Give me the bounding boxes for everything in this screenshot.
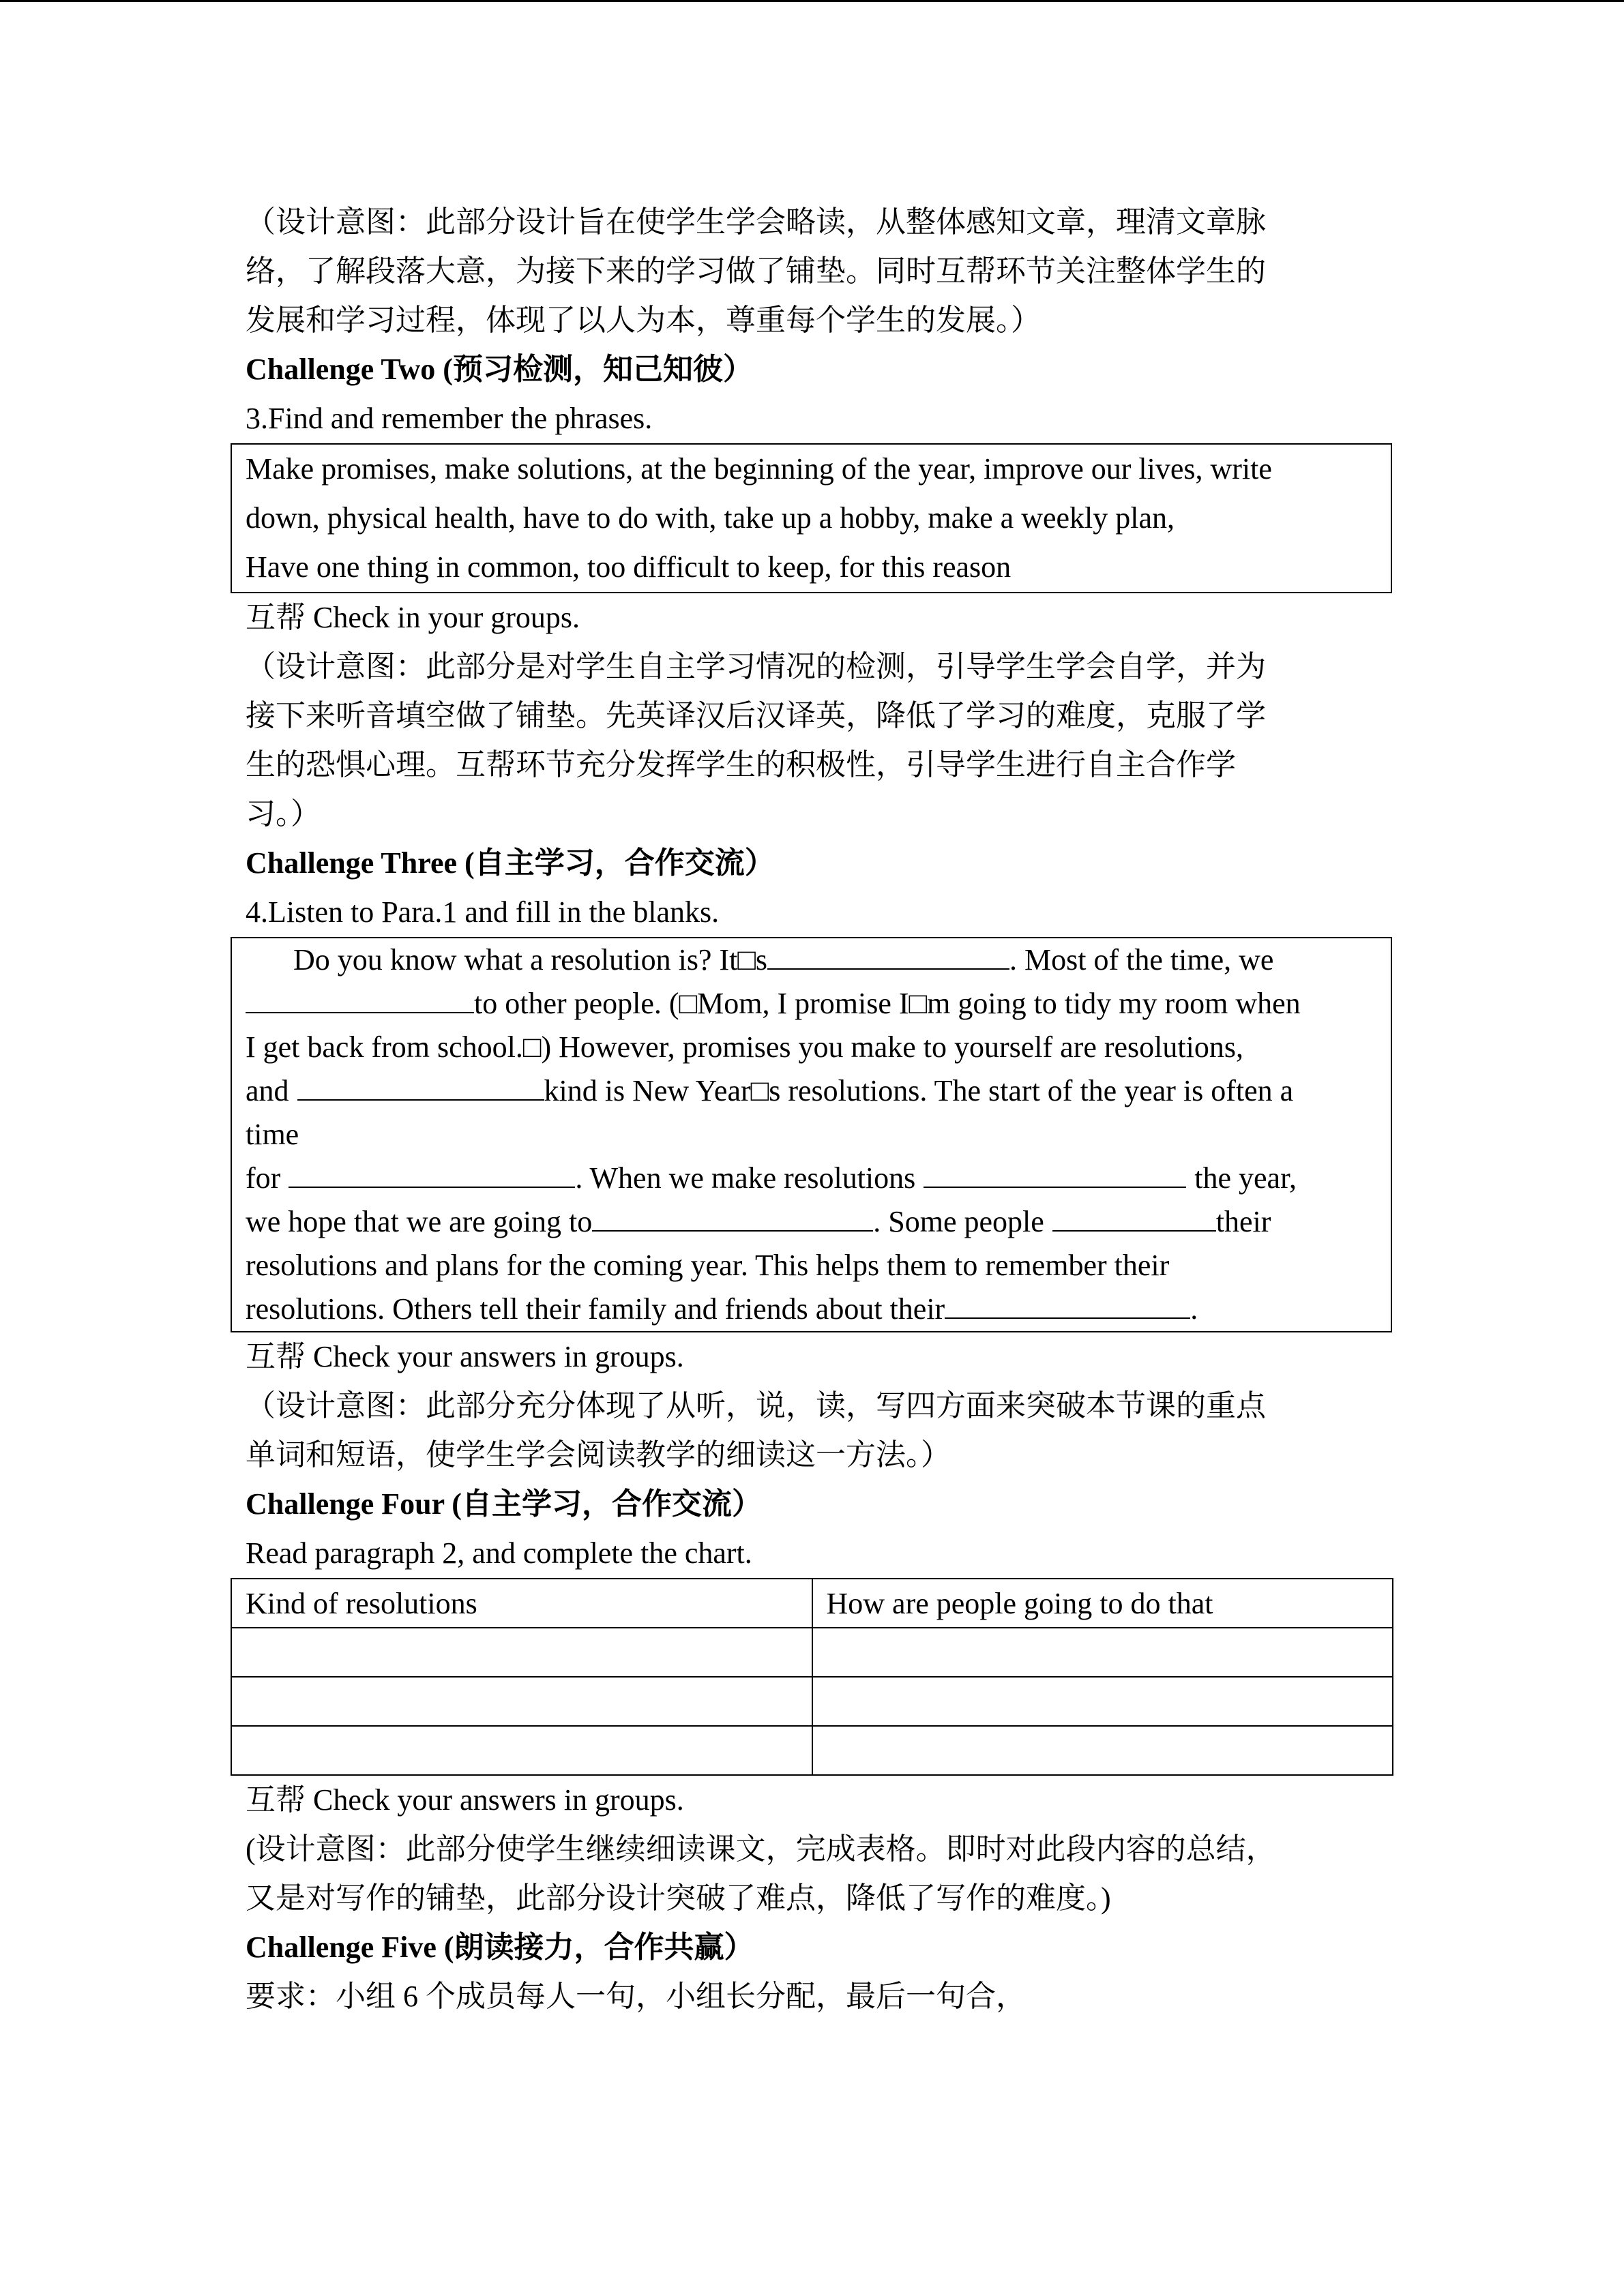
cloze-line: resolutions and plans for the coming year. This helps them to remember their [246, 1249, 1170, 1282]
answer-blank[interactable] [592, 1203, 873, 1232]
cloze-text: we hope that we are going to [246, 1205, 593, 1238]
cloze-text: the year, [1194, 1161, 1297, 1195]
cloze-line [246, 982, 1391, 1026]
answer-blank[interactable] [945, 1290, 1190, 1319]
cloze-text: . Some people [873, 1205, 1044, 1238]
table-header-row [231, 1579, 1393, 1628]
table-cell[interactable] [231, 1677, 812, 1726]
table-row [231, 1726, 1393, 1775]
answer-blank[interactable] [246, 985, 474, 1013]
text-line: down, physical health, have to do with, take up a hobby, make a weekly plan, [246, 501, 1175, 535]
table-cell[interactable] [812, 1628, 1393, 1677]
table-cell[interactable] [231, 1628, 812, 1677]
table-cell[interactable] [812, 1726, 1393, 1775]
challenge-three-title: Challenge Three (自主学习，合作交流） [246, 846, 775, 880]
cloze-text: . [1190, 1292, 1198, 1326]
cloze-text: Do you know what a resolution is? It□s [293, 943, 768, 976]
text-line: Make promises, make solutions, at the beginning of the year, improve our lives, write [246, 452, 1272, 486]
text-line: （设计意图：此部分充分体现了从听，说，读，写四方面来突破本节课的重点 [246, 1389, 1266, 1422]
answer-blank[interactable] [767, 941, 1009, 970]
text-line: 单词和短语，使学生学会阅读教学的细读这一方法。） [246, 1438, 951, 1472]
cloze-line [246, 1069, 1391, 1113]
design-intent-1 [246, 198, 1391, 345]
text-line: 又是对写作的铺垫，此部分设计突破了难点，降低了写作的难度。) [246, 1881, 1111, 1915]
cloze-text: to other people. (□Mom, I promise I□m going to tidy my room when [474, 987, 1301, 1020]
text-line: 络，了解段落大意，为接下来的学习做了铺垫。同时互帮环节关注整体学生的 [246, 254, 1266, 288]
challenge-five-requirement: 要求：小组 6 个成员每人一句，小组长分配，最后一句合， [246, 1980, 1026, 2013]
cloze-passage-box [231, 937, 1392, 1332]
challenge-two-title: Challenge Two (预习检测，知己知彼） [246, 353, 753, 386]
answer-blank[interactable] [924, 1159, 1186, 1188]
cloze-text: their [1215, 1205, 1271, 1238]
text-line: （设计意图：此部分是对学生自主学习情况的检测，引导学生学会自学，并为 [246, 650, 1266, 683]
cloze-text: kind is New Year□s resolutions. The start of the year is often a [544, 1074, 1294, 1107]
cloze-line [246, 1200, 1391, 1244]
answer-blank[interactable] [1052, 1203, 1216, 1232]
text-line: 习。） [246, 797, 321, 831]
cloze-text: . Most of the time, we [1009, 943, 1274, 976]
cloze-line [246, 1287, 1391, 1331]
text-line: （设计意图：此部分设计旨在使学生学会略读，从整体感知文章，理清文章脉 [246, 205, 1266, 239]
cloze-text: . When we make resolutions [575, 1161, 916, 1195]
cloze-text: and [246, 1074, 289, 1107]
cloze-line: I get back from school.□) However, promises you make to yourself are resolutions, [246, 1030, 1243, 1064]
answer-blank[interactable] [297, 1072, 544, 1101]
challenge-four-check: 互帮 Check your answers in groups. [246, 1783, 684, 1817]
table-cell[interactable] [812, 1677, 1393, 1726]
challenge-four-task: Read paragraph 2, and complete the chart. [246, 1536, 752, 1570]
design-intent-4 [246, 1825, 1391, 1923]
table-header-cell: How are people going to do that [812, 1579, 1393, 1628]
challenge-five-title: Challenge Five (朗读接力，合作共赢） [246, 1930, 754, 1964]
cloze-line [246, 938, 1391, 982]
table-cell[interactable] [231, 1726, 812, 1775]
challenge-four-title: Challenge Four (自主学习，合作交流） [246, 1487, 762, 1521]
answer-blank[interactable] [289, 1159, 575, 1188]
cloze-line [246, 1157, 1391, 1200]
phrases-box [231, 443, 1392, 593]
text-line: 生的恐惧心理。互帮环节充分发挥学生的积极性，引导学生进行自主合作学 [246, 748, 1236, 781]
table-row [231, 1628, 1393, 1677]
text-line: Have one thing in common, too difficult to keep, for this reason [246, 550, 1012, 584]
challenge-two-check: 互帮 Check in your groups. [246, 601, 580, 634]
document-body [246, 198, 1391, 2021]
cloze-line: time [246, 1118, 299, 1151]
text-line: 接下来听音填空做了铺垫。先英译汉后汉译英，降低了学习的难度，克服了学 [246, 699, 1266, 732]
challenge-three-task: 4.Listen to Para.1 and fill in the blanks. [246, 895, 720, 929]
challenge-two-task: 3.Find and remember the phrases. [246, 402, 653, 435]
page-top-rule [0, 0, 1624, 2]
text-line: (设计意图：此部分使学生继续细读课文，完成表格。即时对此段内容的总结， [246, 1832, 1276, 1866]
text-line: 发展和学习过程，体现了以人为本，尊重每个学生的发展。） [246, 303, 1041, 337]
resolutions-chart [231, 1578, 1393, 1776]
design-intent-3 [246, 1382, 1391, 1480]
design-intent-2 [246, 642, 1391, 839]
cloze-text: for [246, 1161, 281, 1195]
challenge-three-check: 互帮 Check your answers in groups. [246, 1340, 684, 1373]
table-header-cell: Kind of resolutions [231, 1579, 812, 1628]
table-row [231, 1677, 1393, 1726]
cloze-text: resolutions. Others tell their family and friends about their [246, 1292, 945, 1326]
